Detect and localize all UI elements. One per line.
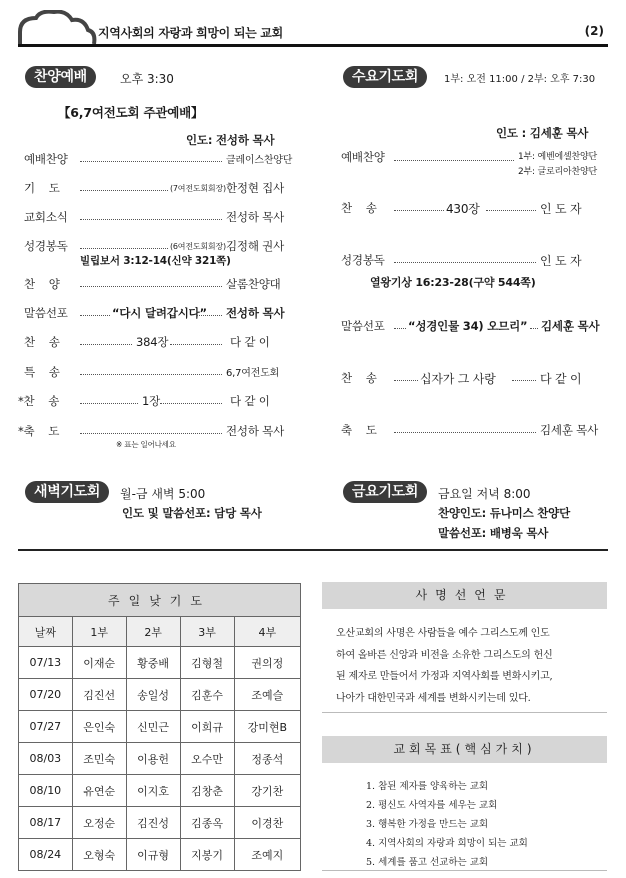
table-cell: 황중배 (126, 647, 180, 679)
wednesday-row-value: 2부: 글로리아찬양단 (518, 167, 597, 177)
mission-line: 오산교회의 사명은 사람들을 예수 그리스도께 인도 (336, 628, 550, 639)
table-cell: 권의정 (234, 647, 300, 679)
wednesday-row-value: 1부: 예벤에셀찬양단 (518, 152, 597, 162)
praise-row-value: 클레이스찬양단 (226, 155, 293, 166)
dawn-service-badge: 새벽기도회 (25, 481, 109, 503)
table-cell: 조민숙 (72, 743, 126, 775)
goals-box (322, 763, 607, 871)
table-cell: 오형숙 (72, 839, 126, 871)
leader-dots (196, 315, 222, 316)
praise-row-value: 전성하 목사 (226, 306, 285, 320)
table-cell: 07/20 (19, 679, 73, 711)
table-cell: 조예지 (234, 839, 300, 871)
leader-dots (80, 190, 168, 191)
table-cell: 강미현B (234, 711, 300, 743)
goal-item: 3. 행복한 가정을 만드는 교회 (366, 819, 489, 830)
header-title: 지역사회의 자랑과 희망이 되는 교회 (98, 26, 283, 40)
table-cell: 이희규 (180, 711, 234, 743)
leader-dots (80, 315, 110, 316)
praise-row-note: (6여전도회회장) (170, 242, 226, 251)
prayer-table-title: 주일낮기도 (19, 584, 301, 617)
table-cell: 지봉기 (180, 839, 234, 871)
column-header: 2부 (126, 617, 180, 647)
hymn-number: 384장 (136, 335, 169, 349)
table-cell: 은인숙 (72, 711, 126, 743)
leader-dots (80, 219, 222, 220)
friday-service-badge: 금요기도회 (343, 481, 427, 503)
column-header: 4부 (234, 617, 300, 647)
wednesday-scripture: 열왕기상 16:23-28(구약 544쪽) (370, 276, 536, 289)
praise-row-value: 다 같 이 (230, 335, 270, 349)
column-header: 3부 (180, 617, 234, 647)
friday-service-time: 금요일 저녁 8:00 (438, 487, 531, 501)
table-cell: 신민근 (126, 711, 180, 743)
table-cell: 08/24 (19, 839, 73, 871)
stand-note: ※ 표는 일어나세요 (116, 440, 176, 449)
wednesday-service-time: 1부: 오전 11:00 / 2부: 오후 7:30 (444, 74, 596, 85)
leader-dots (394, 262, 536, 263)
table-cell: 08/03 (19, 743, 73, 775)
table-cell: 이경찬 (234, 807, 300, 839)
table-cell: 정종석 (234, 743, 300, 775)
praise-row-label: *축 도 (18, 424, 60, 438)
leader-dots (394, 160, 514, 161)
table-cell: 08/17 (19, 807, 73, 839)
cloud-icon (18, 10, 98, 44)
praise-service-time: 오후 3:30 (120, 72, 174, 86)
leader-dots (160, 403, 222, 404)
table-cell: 오정순 (72, 807, 126, 839)
header-rule (18, 44, 608, 47)
mission-box (322, 609, 607, 713)
mission-line: 나아가 대한민국과 세계를 변화시키는데 있다. (336, 692, 531, 704)
sermon-title: “다시 달려갑시다” (112, 306, 207, 320)
mission-line: 하여 올바른 신앙과 비전을 소유한 그리스도의 헌신 (336, 649, 553, 661)
page-header (18, 10, 608, 48)
hymn-number: 430장 (446, 202, 480, 216)
leader-dots (512, 380, 536, 381)
table-row (19, 679, 301, 711)
praise-row-label: *찬 송 (18, 394, 60, 408)
praise-row-value: 김정해 권사 (226, 239, 284, 253)
praise-row-label: 특 송 (24, 365, 60, 379)
leader-dots (530, 328, 538, 329)
leader-dots (80, 161, 222, 162)
praise-subtitle: 【6,7여전도회 주관예배】 (58, 105, 204, 120)
friday-service-detail: 찬양인도: 듀나미스 찬양단 (438, 506, 571, 520)
wednesday-row-value: 다 같 이 (540, 372, 582, 386)
section-divider (18, 549, 608, 551)
table-cell: 이지호 (126, 775, 180, 807)
leader-dots (486, 210, 536, 211)
table-cell: 07/13 (19, 647, 73, 679)
praise-row-label: 기 도 (24, 181, 60, 195)
table-row (19, 711, 301, 743)
goal-item: 2. 평신도 사역자를 세우는 교회 (366, 800, 498, 811)
praise-row-value: 6,7여전도회 (226, 368, 280, 379)
sunday-prayer-table (18, 583, 301, 871)
wednesday-row-value: 인 도 자 (540, 254, 582, 268)
wednesday-sermon-title: “성경인물 34) 오므리” (408, 319, 528, 333)
leader-dots (80, 344, 132, 345)
column-header: 날짜 (19, 617, 73, 647)
wednesday-row-value: 인 도 자 (540, 202, 582, 216)
table-cell: 07/27 (19, 711, 73, 743)
table-cell: 이재순 (72, 647, 126, 679)
table-cell: 강기찬 (234, 775, 300, 807)
leader-dots (80, 433, 222, 434)
table-cell: 유연순 (72, 775, 126, 807)
leader-dots (80, 374, 222, 375)
table-cell: 김진선 (72, 679, 126, 711)
dawn-service-time: 월-금 새벽 5:00 (120, 487, 206, 501)
praise-service-badge: 찬양예배 (25, 66, 96, 88)
leader-dots (394, 210, 444, 211)
praise-row-value: 살롬찬양대 (226, 277, 281, 291)
table-row (19, 807, 301, 839)
praise-row-value: 다 같 이 (230, 394, 270, 408)
leader-dots (80, 286, 222, 287)
wednesday-service-badge: 수요기도회 (343, 66, 427, 88)
mission-line: 된 제자로 만들어서 가정과 지역사회를 변화시키고, (336, 671, 553, 682)
leader-dots (394, 432, 536, 433)
page-number: (2) (584, 24, 604, 38)
wednesday-hymn-title: 십자가 그 사랑 (420, 372, 496, 386)
table-row (19, 743, 301, 775)
table-cell: 조예슬 (234, 679, 300, 711)
table-cell: 김진성 (126, 807, 180, 839)
praise-row-label: 찬 양 (24, 277, 60, 291)
praise-row-label: 예배찬양 (24, 152, 68, 166)
leader-dots (80, 248, 168, 249)
wednesday-row-value: 김세훈 목사 (541, 319, 600, 333)
praise-row-note: (7여전도회회장) (170, 184, 226, 193)
table-cell: 김형철 (180, 647, 234, 679)
praise-scripture: 빌립보서 3:12-14(신약 321쪽) (80, 255, 231, 267)
table-cell: 이규형 (126, 839, 180, 871)
goal-item: 1. 참된 제자를 양육하는 교회 (366, 781, 489, 792)
hymn-number: 1장 (142, 394, 161, 408)
table-cell: 김창춘 (180, 775, 234, 807)
table-cell: 이용헌 (126, 743, 180, 775)
praise-row-label: 성경봉독 (24, 239, 68, 253)
wednesday-row-label: 예배찬양 (341, 150, 385, 164)
table-cell: 김훈수 (180, 679, 234, 711)
wednesday-row-value: 김세훈 목사 (540, 423, 598, 437)
praise-leader: 인도: 전성하 목사 (186, 133, 275, 147)
praise-row-value: 한정현 집사 (226, 181, 284, 195)
wednesday-row-label: 축 도 (341, 423, 377, 437)
table-cell: 김종옥 (180, 807, 234, 839)
table-cell: 오수만 (180, 743, 234, 775)
table-row (19, 647, 301, 679)
praise-row-label: 말씀선포 (24, 306, 68, 320)
praise-row-value: 전성하 목사 (226, 210, 284, 224)
goal-item: 5. 세계를 품고 선교하는 교회 (366, 857, 489, 868)
leader-dots (80, 403, 138, 404)
leader-dots (394, 328, 406, 329)
wednesday-row-label: 성경봉독 (341, 253, 385, 267)
dawn-service-detail: 인도 및 말씀선포: 담당 목사 (122, 506, 262, 520)
praise-row-label: 찬 송 (24, 335, 60, 349)
table-cell: 08/10 (19, 775, 73, 807)
table-row (19, 775, 301, 807)
friday-service-detail: 말씀선포: 배병욱 목사 (438, 526, 549, 540)
leader-dots (394, 380, 418, 381)
table-row (19, 839, 301, 871)
table-cell: 송일성 (126, 679, 180, 711)
wednesday-leader: 인도 : 김세훈 목사 (496, 126, 589, 140)
praise-row-label: 교회소식 (24, 210, 68, 224)
mission-title: 사명선언문 (322, 582, 607, 609)
wednesday-row-label: 찬 송 (341, 201, 377, 215)
leader-dots (170, 344, 222, 345)
goal-item: 4. 지역사회의 자랑과 희망이 되는 교회 (366, 838, 528, 849)
column-header: 1부 (72, 617, 126, 647)
wednesday-row-label: 찬 송 (341, 371, 377, 385)
wednesday-row-label: 말씀선포 (341, 319, 385, 333)
goals-title: 교회목표(핵심가치) (322, 736, 607, 763)
praise-row-value: 전성하 목사 (226, 424, 284, 438)
